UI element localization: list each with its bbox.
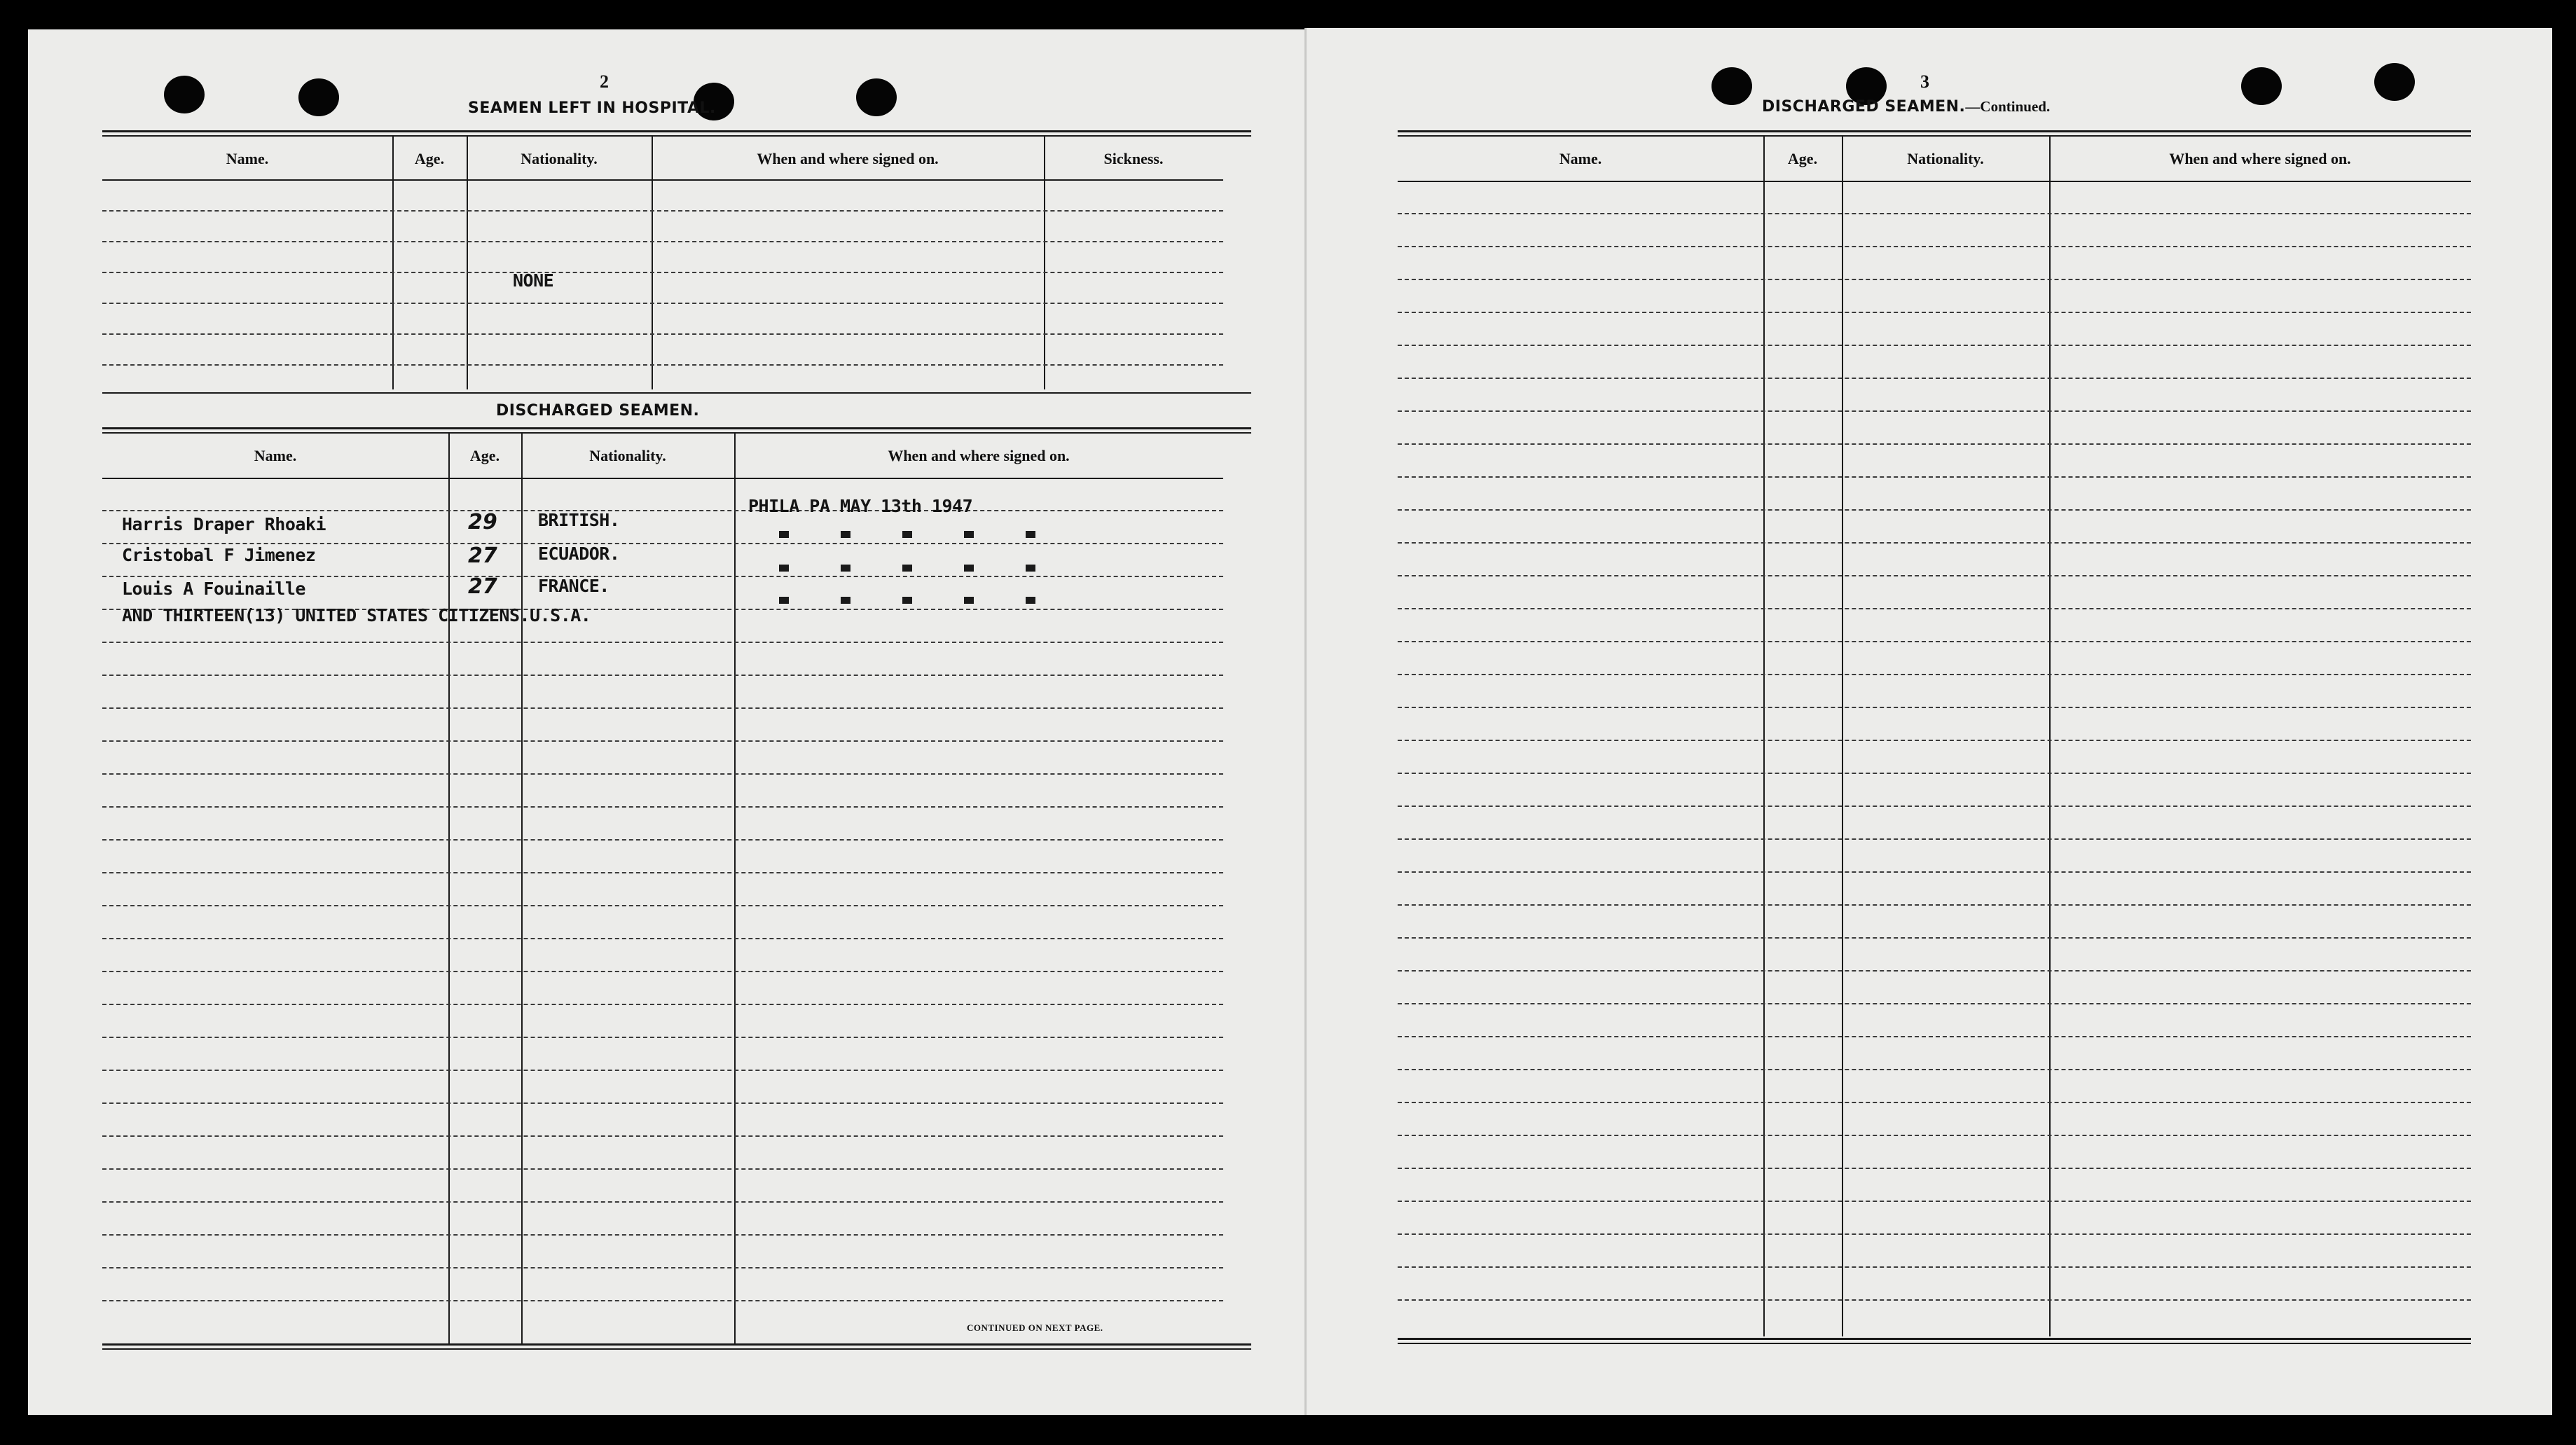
discharged-col-name: Name.: [254, 447, 297, 464]
page-number: 3: [1920, 71, 1929, 92]
right-top-rule-2: [1398, 135, 2471, 137]
right-col-signed-on: When and where signed on.: [2169, 150, 2351, 167]
seaman-nationality: FRANCE.: [538, 576, 609, 596]
seaman-nationality: ECUADOR.: [538, 544, 620, 564]
hospital-section-title: SEAMEN LEFT IN HOSPITAL.: [468, 99, 716, 117]
punch-hole: [2374, 63, 2415, 101]
right-bottom-rule: [1398, 1338, 2471, 1340]
discharged-bottom-rule: [102, 1343, 1251, 1346]
discharged-continued-title: DISCHARGED SEAMEN.—Continued.: [1762, 98, 2051, 116]
hospital-ruled-lines: [102, 179, 1223, 389]
page-number: 2: [600, 71, 609, 92]
punch-hole: [2241, 67, 2282, 105]
left-page: [28, 29, 1304, 1415]
punch-hole: [298, 78, 339, 116]
seaman-age: 29: [468, 510, 497, 534]
right-col-age: Age.: [1787, 150, 1818, 167]
signed-on-entry: PHILA PA MAY 13th 1947: [748, 496, 973, 516]
discharged-section-title: DISCHARGED SEAMEN.: [496, 402, 700, 420]
right-page: [1304, 28, 2552, 1415]
continued-footer: CONTINUED ON NEXT PAGE.: [967, 1322, 1103, 1333]
discharged-top-rule-2: [102, 432, 1251, 434]
discharged-col-signed-on: When and where signed on.: [888, 447, 1070, 464]
seaman-name: Harris Draper Rhoaki: [122, 514, 326, 534]
summary-line: AND THIRTEEN(13) UNITED STATES CITIZENS.U.S.A.: [122, 605, 591, 625]
hospital-entry: NONE: [513, 270, 554, 291]
hospital-col-nationality: Nationality.: [521, 150, 598, 167]
discharged-top-rule: [102, 427, 1251, 429]
hospital-col-name: Name.: [226, 150, 269, 167]
right-col-nationality: Nationality.: [1907, 150, 1984, 167]
seaman-nationality: BRITISH.: [538, 510, 620, 530]
hospital-top-rule-2: [102, 135, 1251, 137]
hospital-col-signed-on: When and where signed on.: [757, 150, 939, 167]
hospital-col-age: Age.: [414, 150, 445, 167]
seaman-age: 27: [468, 574, 497, 599]
right-bottom-rule-2: [1398, 1343, 2471, 1344]
punch-hole: [1711, 67, 1752, 105]
discharged-col-nationality: Nationality.: [589, 447, 666, 464]
right-col-name: Name.: [1559, 150, 1602, 167]
right-ruled-lines: [1398, 181, 2471, 1336]
seaman-name: Louis A Fouinaille: [122, 579, 305, 599]
discharged-title-rule: [102, 392, 1251, 394]
punch-hole: [164, 76, 205, 113]
seaman-name: Cristobal F Jimenez: [122, 545, 316, 565]
hospital-top-rule: [102, 130, 1251, 132]
punch-hole: [856, 78, 897, 116]
hospital-col-sickness: Sickness.: [1103, 150, 1164, 167]
discharged-bottom-rule-2: [102, 1348, 1251, 1350]
seaman-age: 27: [468, 544, 497, 568]
right-top-rule: [1398, 130, 2471, 132]
discharged-col-age: Age.: [469, 447, 500, 464]
